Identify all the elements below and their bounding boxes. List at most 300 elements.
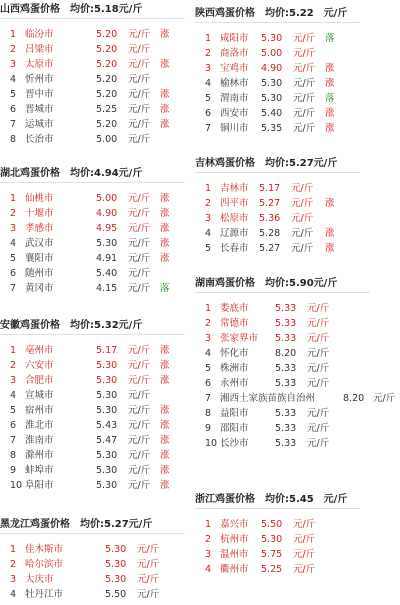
rank-number: 2: [205, 198, 212, 209]
price-value: 5.30: [96, 450, 118, 461]
price-unit: 元/斤: [128, 238, 151, 249]
city-name: 商洛市: [220, 48, 249, 59]
city-name: 西安市: [220, 108, 249, 119]
city-name: 运城市: [25, 119, 54, 130]
rank-number: 7: [205, 123, 212, 134]
rank-number: 3: [205, 63, 212, 74]
price-unit: 元/斤: [291, 183, 314, 194]
rank-number: 6: [10, 420, 17, 431]
city-name: 松原市: [220, 213, 249, 224]
price-unit: 元/斤: [291, 198, 314, 209]
price-value: 5.30: [96, 375, 118, 386]
city-name: 佳木斯市: [25, 544, 64, 555]
rank-number: 1: [10, 544, 17, 555]
city-name: 辽源市: [220, 228, 249, 239]
price-value: 4.95: [96, 223, 118, 234]
city-name: 随州市: [25, 268, 54, 279]
price-unit: 元/斤: [307, 438, 330, 449]
city-name: 张家界市: [220, 333, 259, 344]
trend-up-badge: 涨: [325, 108, 335, 119]
trend-up-badge: 涨: [160, 29, 170, 40]
trend-up-badge: 涨: [160, 405, 170, 416]
price-value: 5.33: [275, 408, 297, 419]
price-row: [0, 281, 195, 296]
city-name: 阜阳市: [25, 480, 54, 491]
price-row: [0, 542, 195, 557]
price-row: [195, 121, 370, 136]
trend-up-badge: 涨: [325, 243, 335, 254]
price-unit: 元/斤: [128, 74, 151, 85]
city-name: 吉林市: [220, 183, 249, 194]
city-name: 宿州市: [25, 405, 54, 416]
section-title: [195, 6, 347, 22]
price-row: [0, 102, 195, 117]
price-row: [0, 388, 195, 403]
trend-up-badge: 涨: [160, 223, 170, 234]
rank-number: 8: [10, 450, 17, 461]
rank-number: 4: [205, 78, 212, 89]
price-row: [0, 358, 195, 373]
price-row: [195, 391, 396, 406]
price-row: [195, 436, 380, 451]
city-name: 娄底市: [220, 303, 249, 314]
price-value: 5.30: [96, 465, 118, 476]
rank-number: 3: [10, 574, 17, 585]
rank-number: 1: [10, 29, 17, 40]
price-row: [0, 132, 195, 147]
rank-number: 7: [10, 119, 17, 130]
rank-number: 3: [10, 375, 17, 386]
price-value: 5.30: [96, 238, 118, 249]
section-name: 浙江鸡蛋价格: [195, 494, 255, 505]
rank-number: 4: [10, 74, 17, 85]
price-row: [0, 572, 195, 587]
price-unit: 元/斤: [307, 408, 330, 419]
price-list: [195, 301, 396, 451]
price-list: [0, 191, 195, 296]
price-value: 5.33: [275, 303, 297, 314]
trend-up-badge: 涨: [160, 253, 170, 264]
city-name: 淮南市: [25, 435, 54, 446]
price-row: [0, 57, 195, 72]
price-row: [195, 331, 380, 346]
price-row: [195, 181, 370, 196]
city-name: 临汾市: [25, 29, 54, 40]
price-row: [0, 557, 195, 572]
price-unit: 元/斤: [307, 378, 330, 389]
price-row: [195, 61, 370, 76]
price-row: [0, 236, 195, 251]
city-name: 咸阳市: [220, 33, 249, 44]
trend-up-badge: 涨: [160, 360, 170, 371]
price-value: 5.30: [96, 480, 118, 491]
rank-number: 2: [205, 534, 212, 545]
price-unit: 元/斤: [137, 559, 160, 570]
rank-number: 6: [10, 268, 17, 279]
price-row: [0, 221, 195, 236]
rank-number: 8: [10, 134, 17, 145]
price-unit: 元/斤: [128, 193, 151, 204]
average-price: 均价:5.22 元/斤: [265, 8, 348, 19]
price-value: 5.25: [261, 564, 283, 575]
city-name: 宣城市: [25, 390, 54, 401]
city-name: 湘西土家族苗族自治州: [220, 393, 316, 404]
price-unit: 元/斤: [128, 465, 151, 476]
section-title: [195, 156, 337, 172]
price-unit: 元/斤: [293, 519, 316, 530]
city-name: 长沙市: [220, 438, 249, 449]
city-name: 株洲市: [220, 363, 249, 374]
rank-number: 5: [205, 93, 212, 104]
price-row: [195, 316, 380, 331]
city-name: 太原市: [25, 59, 54, 70]
price-list: [0, 27, 195, 147]
price-row: [195, 532, 370, 547]
city-name: 合肥市: [25, 375, 54, 386]
city-name: 嘉兴市: [220, 519, 249, 530]
price-value: 5.28: [259, 228, 281, 239]
rank-number: 4: [10, 238, 17, 249]
price-value: 5.30: [261, 93, 283, 104]
price-unit: 元/斤: [291, 228, 314, 239]
price-value: 5.47: [96, 435, 118, 446]
city-name: 杭州市: [220, 534, 249, 545]
city-name: 温州市: [220, 549, 249, 560]
price-unit: 元/斤: [307, 318, 330, 329]
city-name: 滁州市: [25, 450, 54, 461]
city-name: 晋中市: [25, 89, 54, 100]
price-list: [0, 542, 195, 602]
trend-up-badge: 涨: [160, 59, 170, 70]
trend-up-badge: 涨: [160, 450, 170, 461]
price-unit: 元/斤: [128, 268, 151, 279]
price-unit: 元/斤: [293, 33, 316, 44]
rank-number: 7: [10, 283, 17, 294]
city-name: 益阳市: [220, 408, 249, 419]
price-unit: 元/斤: [137, 544, 160, 555]
rank-number: 6: [10, 104, 17, 115]
rank-number: 2: [10, 44, 17, 55]
price-unit: 元/斤: [293, 108, 316, 119]
trend-up-badge: 涨: [325, 63, 335, 74]
price-row: [195, 376, 380, 391]
price-row: [0, 206, 195, 221]
average-price: 均价:5.27元/斤: [80, 519, 153, 530]
city-name: 常德市: [220, 318, 249, 329]
price-row: [195, 406, 380, 421]
city-name: 淮北市: [25, 420, 54, 431]
rank-number: 1: [205, 183, 212, 194]
rank-number: 3: [10, 223, 17, 234]
price-row: [195, 421, 380, 436]
price-unit: 元/斤: [128, 29, 151, 40]
price-value: 5.36: [259, 213, 281, 224]
price-value: 5.30: [96, 360, 118, 371]
price-unit: 元/斤: [128, 253, 151, 264]
rank-number: 6: [205, 378, 212, 389]
average-price: 均价:5.18元/斤: [70, 4, 143, 15]
rank-number: 8: [205, 408, 212, 419]
city-name: 武汉市: [25, 238, 54, 249]
price-row: [0, 117, 195, 132]
city-name: 邵阳市: [220, 423, 249, 434]
price-unit: 元/斤: [128, 208, 151, 219]
price-value: 5.20: [96, 29, 118, 40]
price-row: [0, 42, 195, 57]
price-unit: 元/斤: [307, 363, 330, 374]
price-value: 5.33: [275, 423, 297, 434]
price-unit: 元/斤: [373, 393, 396, 404]
price-unit: 元/斤: [128, 390, 151, 401]
price-row: [0, 87, 195, 102]
price-unit: 元/斤: [128, 283, 151, 294]
city-name: 长春市: [220, 243, 249, 254]
price-value: 4.90: [96, 208, 118, 219]
section-title: [195, 276, 337, 292]
price-unit: 元/斤: [128, 134, 151, 145]
rank-number: 5: [205, 363, 212, 374]
average-price: 均价:5.27元/斤: [265, 158, 338, 169]
city-name: 蚌埠市: [25, 465, 54, 476]
rank-number: 1: [205, 519, 212, 530]
price-unit: 元/斤: [293, 564, 316, 575]
price-value: 5.27: [259, 243, 281, 254]
price-value: 8.20: [343, 393, 365, 404]
price-value: 5.17: [259, 183, 281, 194]
trend-up-badge: 涨: [160, 238, 170, 249]
price-row: [0, 418, 195, 433]
city-name: 长治市: [25, 134, 54, 145]
price-unit: 元/斤: [293, 534, 316, 545]
city-name: 十堰市: [25, 208, 54, 219]
price-unit: 元/斤: [293, 78, 316, 89]
price-unit: 元/斤: [307, 303, 330, 314]
trend-up-badge: 涨: [160, 89, 170, 100]
average-price: 均价:5.32元/斤: [70, 320, 143, 331]
price-list: [195, 181, 370, 256]
section-title: [0, 517, 152, 533]
price-row: [0, 433, 195, 448]
city-name: 榆林市: [220, 78, 249, 89]
trend-up-badge: 涨: [160, 375, 170, 386]
price-row: [0, 478, 195, 493]
city-name: 黄冈市: [25, 283, 54, 294]
section-divider: [0, 334, 185, 335]
city-name: 永州市: [220, 378, 249, 389]
price-value: 5.20: [96, 44, 118, 55]
section-divider: [0, 182, 185, 183]
city-name: 哈尔滨市: [25, 559, 64, 570]
price-row: [0, 463, 195, 478]
price-value: 5.30: [105, 544, 127, 555]
price-unit: 元/斤: [307, 333, 330, 344]
rank-number: 5: [10, 405, 17, 416]
rank-number: 3: [205, 549, 212, 560]
trend-up-badge: 涨: [160, 208, 170, 219]
price-row: [0, 373, 195, 388]
city-name: 怀化市: [220, 348, 249, 359]
trend-up-badge: 涨: [325, 198, 335, 209]
average-price: 均价:5.45 元/斤: [265, 494, 348, 505]
price-value: 5.30: [96, 405, 118, 416]
price-value: 5.30: [261, 534, 283, 545]
price-value: 5.33: [275, 363, 297, 374]
section-name: 陕西鸡蛋价格: [195, 8, 255, 19]
price-unit: 元/斤: [293, 549, 316, 560]
section-divider: [195, 292, 370, 293]
price-value: 5.30: [96, 390, 118, 401]
price-value: 5.20: [96, 59, 118, 70]
section-name: 安徽鸡蛋价格: [0, 320, 60, 331]
rank-number: 9: [205, 423, 212, 434]
city-name: 亳州市: [25, 345, 54, 356]
price-value: 5.33: [275, 438, 297, 449]
price-unit: 元/斤: [128, 119, 151, 130]
price-value: 5.33: [275, 378, 297, 389]
trend-up-badge: 涨: [160, 119, 170, 130]
price-value: 5.43: [96, 420, 118, 431]
price-row: [0, 27, 195, 42]
rank-number: 5: [10, 253, 17, 264]
trend-up-badge: 涨: [160, 104, 170, 115]
city-name: 孝感市: [25, 223, 54, 234]
section-name: 湖北鸡蛋价格: [0, 168, 60, 179]
trend-up-badge: 涨: [160, 193, 170, 204]
price-unit: 元/斤: [293, 123, 316, 134]
average-price: 均价:5.90元/斤: [265, 278, 338, 289]
section-name: 山西鸡蛋价格: [0, 4, 60, 15]
rank-number: 3: [205, 213, 212, 224]
price-row: [195, 241, 370, 256]
price-row: [195, 361, 380, 376]
city-name: 衢州市: [220, 564, 249, 575]
trend-down-badge: 落: [160, 283, 170, 294]
rank-number: 7: [205, 393, 212, 404]
price-unit: 元/斤: [137, 574, 160, 585]
price-row: [195, 226, 370, 241]
price-row: [195, 31, 370, 46]
price-unit: 元/斤: [128, 435, 151, 446]
price-value: 5.30: [261, 33, 283, 44]
price-row: [0, 403, 195, 418]
price-unit: 元/斤: [128, 480, 151, 491]
price-row: [195, 91, 370, 106]
price-value: 5.20: [96, 74, 118, 85]
price-row: [195, 517, 370, 532]
price-row: [195, 301, 380, 316]
price-row: [0, 266, 195, 281]
city-name: 六安市: [25, 360, 54, 371]
price-unit: 元/斤: [128, 345, 151, 356]
price-row: [195, 106, 370, 121]
city-name: 忻州市: [25, 74, 54, 85]
price-value: 5.00: [96, 193, 118, 204]
city-name: 仙桃市: [25, 193, 54, 204]
section-name: 湖南鸡蛋价格: [195, 278, 255, 289]
price-value: 5.33: [275, 318, 297, 329]
rank-number: 5: [205, 243, 212, 254]
price-unit: 元/斤: [128, 375, 151, 386]
price-row: [0, 448, 195, 463]
section-divider: [195, 22, 360, 23]
average-price: 均价:4.94元/斤: [70, 168, 143, 179]
rank-number: 10: [10, 480, 23, 491]
trend-up-badge: 涨: [325, 228, 335, 239]
price-value: 5.40: [96, 268, 118, 279]
price-value: 4.90: [261, 63, 283, 74]
city-name: 牡丹江市: [25, 589, 64, 600]
price-unit: 元/斤: [307, 423, 330, 434]
price-unit: 元/斤: [128, 420, 151, 431]
price-list: [0, 343, 195, 493]
price-row: [195, 211, 370, 226]
price-value: 5.17: [96, 345, 118, 356]
price-row: [195, 562, 370, 577]
price-value: 4.91: [96, 253, 118, 264]
section-divider: [0, 18, 185, 19]
price-row: [0, 587, 195, 602]
price-unit: 元/斤: [128, 450, 151, 461]
rank-number: 4: [10, 390, 17, 401]
city-name: 四平市: [220, 198, 249, 209]
rank-number: 2: [205, 318, 212, 329]
rank-number: 2: [10, 208, 17, 219]
price-unit: 元/斤: [128, 89, 151, 100]
rank-number: 1: [10, 345, 17, 356]
section-name: 吉林鸡蛋价格: [195, 158, 255, 169]
price-row: [0, 251, 195, 266]
price-unit: 元/斤: [128, 44, 151, 55]
price-row: [0, 343, 195, 358]
trend-down-badge: 落: [325, 33, 335, 44]
price-value: 5.20: [96, 89, 118, 100]
price-unit: 元/斤: [293, 63, 316, 74]
rank-number: 6: [205, 108, 212, 119]
price-row: [0, 191, 195, 206]
section-title: [0, 166, 142, 182]
price-row: [195, 76, 370, 91]
price-value: 5.00: [261, 48, 283, 59]
price-value: 5.35: [261, 123, 283, 134]
rank-number: 1: [10, 193, 17, 204]
rank-number: 4: [205, 348, 212, 359]
price-row: [0, 72, 195, 87]
price-unit: 元/斤: [128, 360, 151, 371]
rank-number: 1: [205, 33, 212, 44]
price-unit: 元/斤: [137, 589, 160, 600]
price-value: 5.75: [261, 549, 283, 560]
price-unit: 元/斤: [291, 213, 314, 224]
section-title: [0, 2, 142, 18]
rank-number: 4: [205, 228, 212, 239]
price-unit: 元/斤: [128, 104, 151, 115]
section-title: [0, 318, 142, 334]
price-value: 5.27: [259, 198, 281, 209]
price-list: [195, 31, 370, 136]
price-value: 5.40: [261, 108, 283, 119]
price-value: 5.50: [105, 589, 127, 600]
price-value: 8.20: [275, 348, 297, 359]
section-name: 黑龙江鸡蛋价格: [0, 519, 70, 530]
price-value: 5.30: [105, 559, 127, 570]
trend-up-badge: 涨: [160, 345, 170, 356]
price-list: [195, 517, 370, 577]
rank-number: 1: [205, 303, 212, 314]
rank-number: 3: [10, 59, 17, 70]
rank-number: 9: [10, 465, 17, 476]
city-name: 宝鸡市: [220, 63, 249, 74]
price-row: [195, 196, 370, 211]
